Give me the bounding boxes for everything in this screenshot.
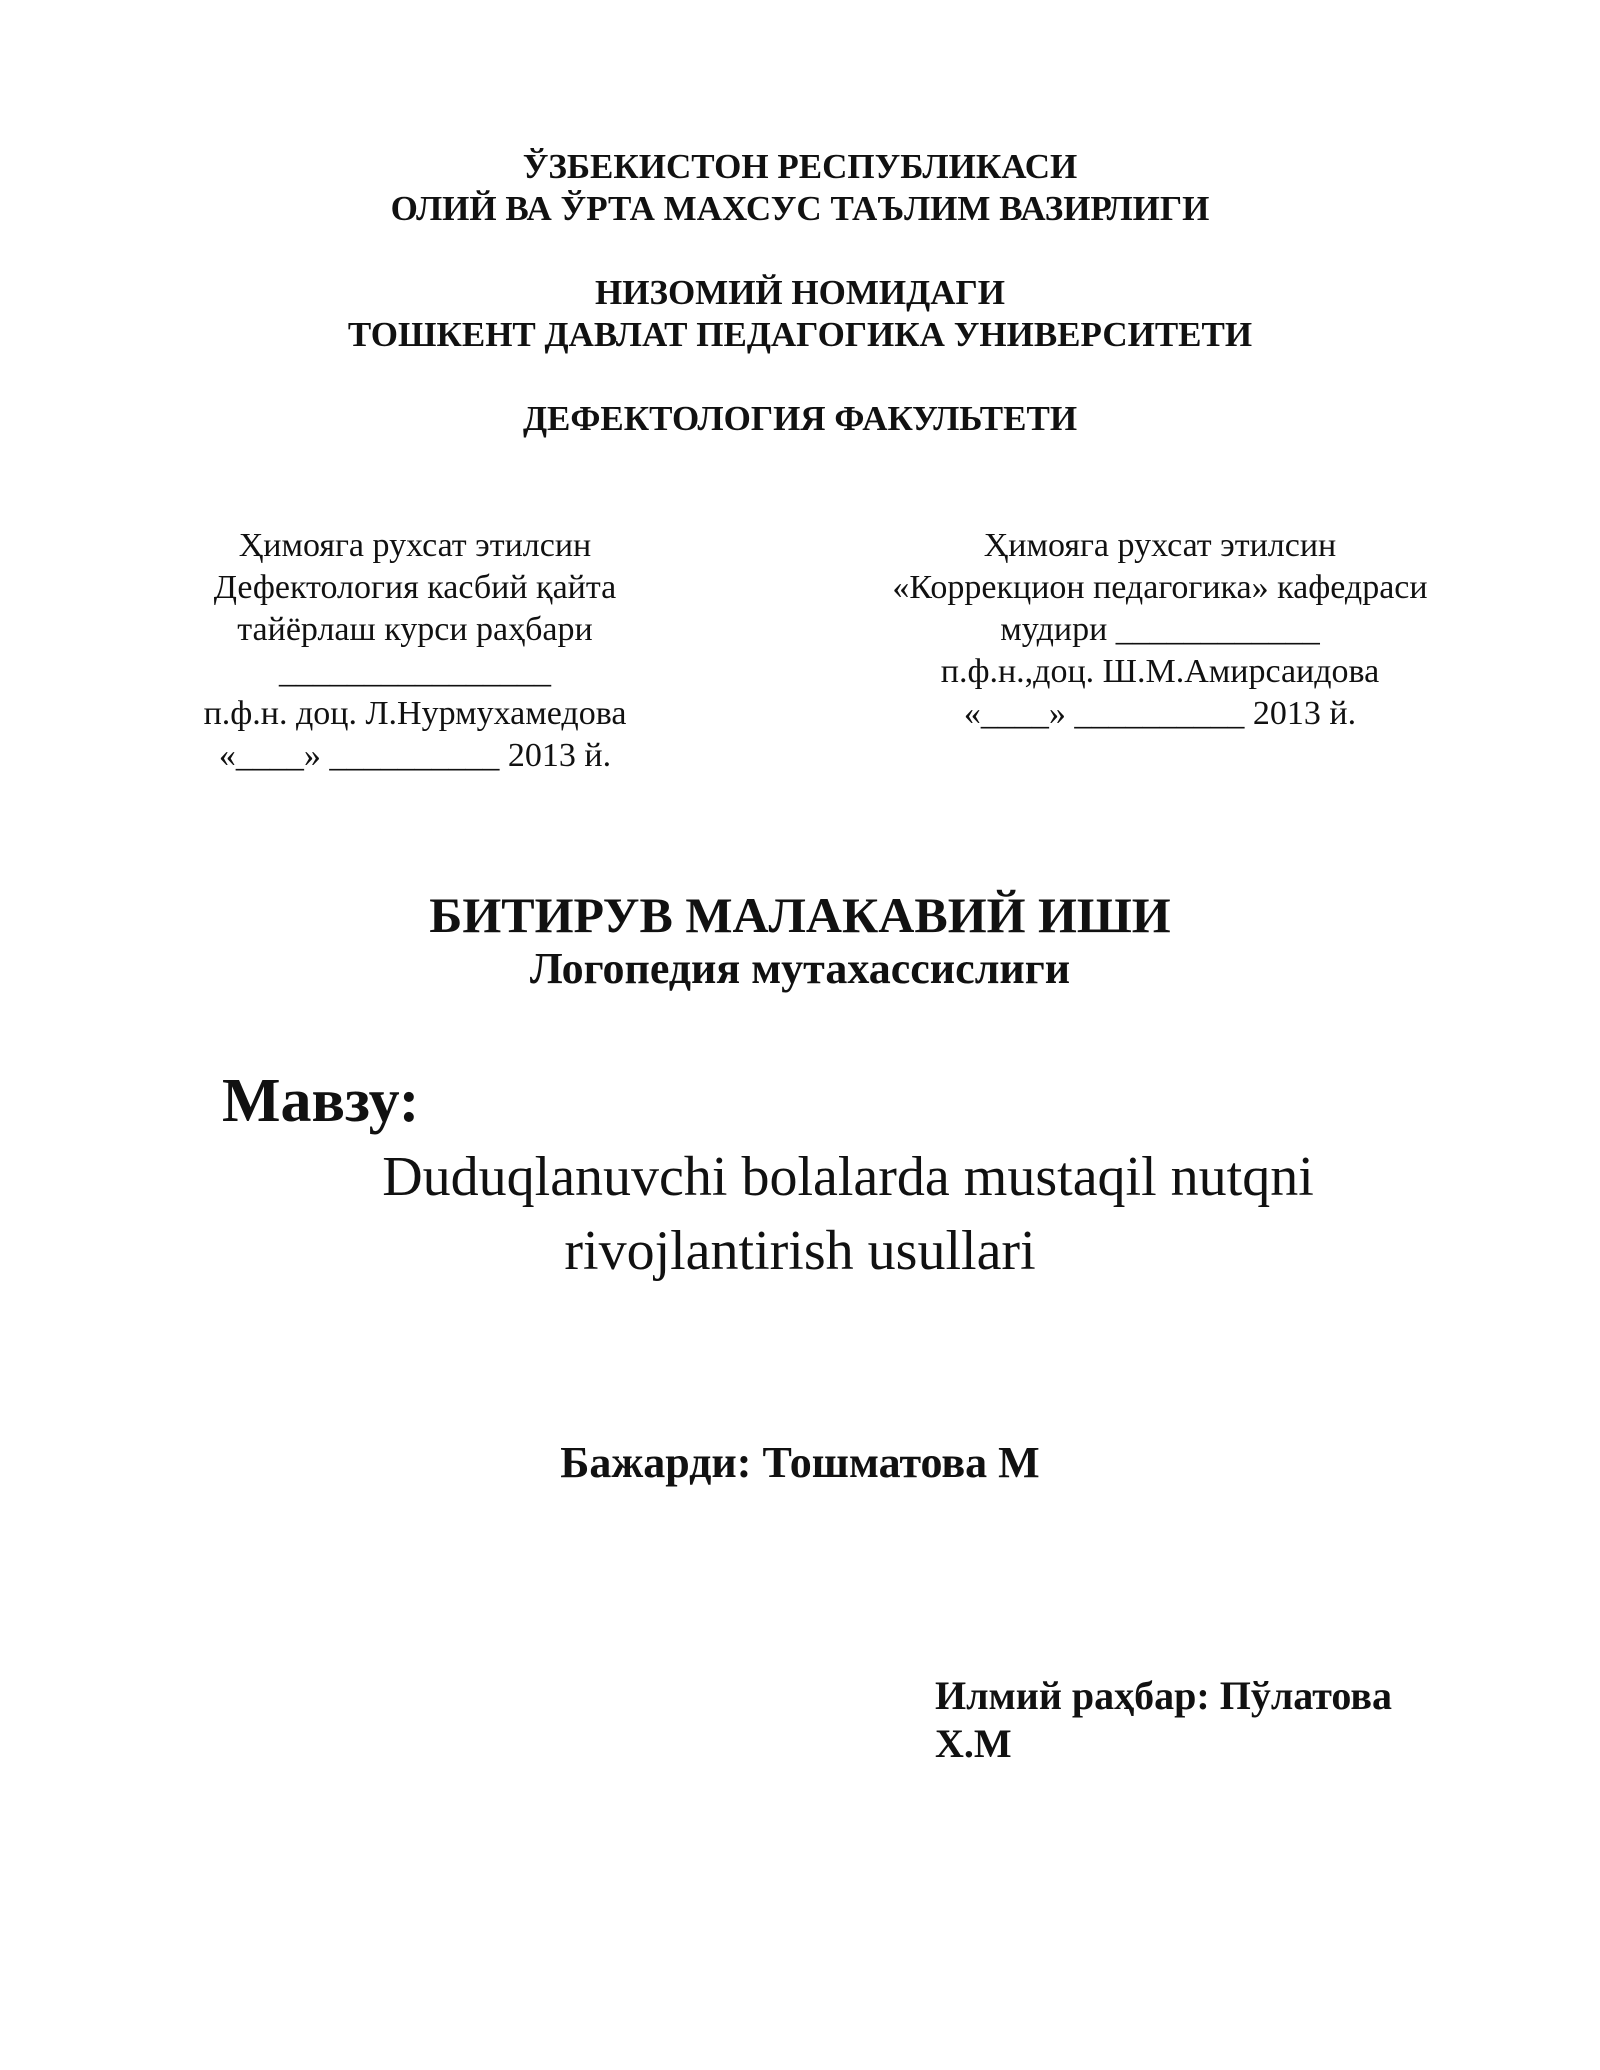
topic-text bbox=[0, 1140, 1600, 1288]
faculty-heading bbox=[0, 398, 1600, 440]
topic-label: Мавзу: bbox=[222, 1067, 420, 1135]
performer-label: Бажарди: bbox=[560, 1438, 752, 1487]
ministry-heading bbox=[0, 146, 1600, 230]
topic-line-1: Duduqlanuvchi bolalarda mustaqil nutqni bbox=[382, 1146, 1314, 1208]
ministry-line-2: ОЛИЙ ВА ЎРТА МАХСУС ТАЪЛИМ ВАЗИРЛИГИ bbox=[390, 189, 1210, 228]
supervisor-surname: Пўлатова bbox=[1219, 1673, 1392, 1718]
approval-left-date: «____» __________ 2013 й. bbox=[218, 737, 612, 774]
supervisor-line-1 bbox=[935, 1672, 1392, 1720]
approval-left-line-1: Ҳимояга рухсат этилсин bbox=[238, 527, 592, 564]
approval-left-line-2: Дефектология касбий қайта bbox=[213, 569, 617, 606]
topic-line-2: rivojlantirish usullari bbox=[564, 1220, 1036, 1282]
ministry-line-1: ЎЗБЕКИСТОН РЕСПУБЛИКАСИ bbox=[522, 147, 1078, 186]
approval-right-signatory: п.ф.н.,доц. Ш.М.Амирсаидова bbox=[940, 653, 1380, 690]
university-heading bbox=[0, 272, 1600, 356]
supervisor bbox=[935, 1672, 1392, 1768]
approval-right-line-1: Ҳимояга рухсат этилсин bbox=[983, 527, 1337, 564]
approval-left-signature-line: ________________ bbox=[279, 653, 551, 690]
supervisor-initials: Х.М bbox=[935, 1721, 1012, 1766]
university-line-1: НИЗОМИЙ НОМИДАГИ bbox=[595, 273, 1005, 312]
supervisor-label: Илмий раҳбар: bbox=[935, 1673, 1210, 1718]
faculty-name: ДЕФЕКТОЛОГИЯ ФАКУЛЬТЕТИ bbox=[522, 399, 1078, 438]
approval-right-line-2: «Коррекцион педагогика» кафедраси bbox=[892, 569, 1428, 606]
performer-name: Тошматова М bbox=[762, 1438, 1040, 1487]
work-title: БИТИРУВ МАЛАКАВИЙ ИШИ bbox=[429, 887, 1171, 943]
performer bbox=[0, 1436, 1600, 1490]
approval-block-right bbox=[810, 525, 1510, 735]
specialty-title: Логопедия мутахассислиги bbox=[529, 944, 1071, 993]
approval-block-left bbox=[0, 525, 830, 777]
approval-right-date: «____» __________ 2013 й. bbox=[963, 695, 1357, 732]
university-line-2: ТОШКЕНТ ДАВЛАТ ПЕДАГОГИКА УНИВЕРСИТЕТИ bbox=[347, 315, 1253, 354]
approval-left-line-3: тайёрлаш курси раҳбари bbox=[237, 611, 593, 648]
approval-right-line-3: мудири ____________ bbox=[1000, 611, 1320, 648]
approval-left-signatory: п.ф.н. доц. Л.Нурмухамедова bbox=[203, 695, 627, 732]
